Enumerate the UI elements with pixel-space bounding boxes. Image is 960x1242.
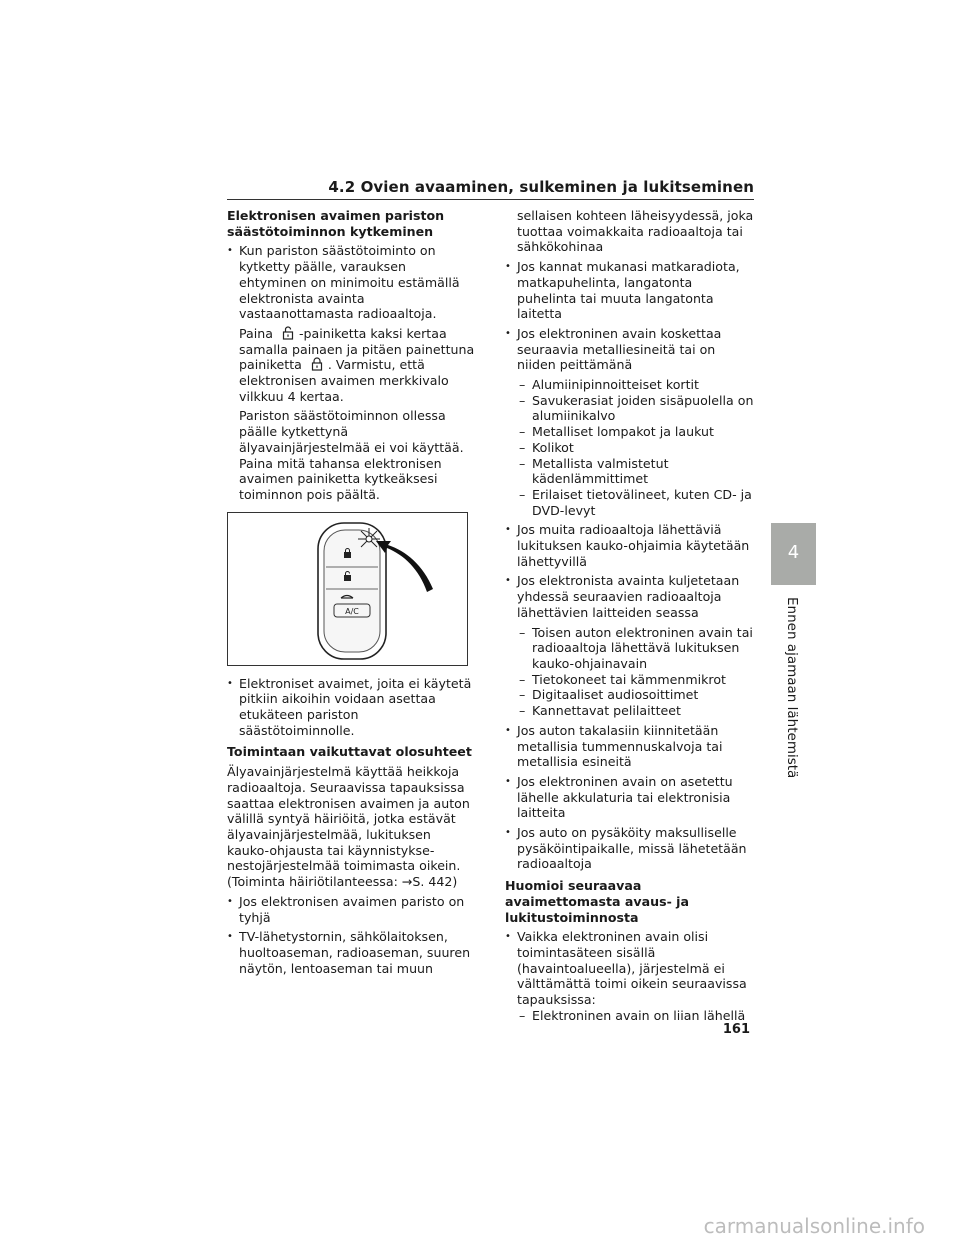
list-item: – Elektroninen avain on liian lähellä [519,1008,755,1024]
bullet-long-storage: • Elektroniset avaimet, joita ei käytetä pitkiin aikoihin voidaan asettaa etukäteen pariston säästötoiminnolle. [227,676,475,739]
bullet-other-remotes: • Jos muita radioaaltoja lähettäviä lukituksen kauko-ohjaimia käytetään lähettyvillä [505,522,755,569]
instruction-paragraph [239,326,475,405]
list-item: – Kolikot [519,440,755,456]
heading-keyless-note: Huomioi seuraavaa avaimettomasta avaus- ja lukitustoiminnosta [505,878,689,925]
bullet-metal-objects [505,326,755,373]
key-fob-drawing [228,513,467,665]
bullet-text: • Kun pariston säästötoiminto on kytketty päälle, varauksen ehtyminen on minimoitu estämällä elektronista avainta vastaanottamasta radioaaltoja. [239,243,460,322]
bullet-window-tint: • Jos auton takalasiin kiinnitetään metallisia tummennuskalvoja tai metallisia esineitä [505,723,755,770]
list-item: – Metalliset lompakot ja laukut [519,424,755,440]
chapter-side-label: Ennen ajamaan lähtemistä [784,597,800,779]
ac-button-label: A/C [345,606,359,616]
bullet-parking: • Jos auto on pysäköity maksulliselle pysäköintipaikalle, missä lähetetään radioaaltoja [505,825,755,872]
bullet-battery-empty: • Jos elektronisen avaimen paristo on tyhjä [227,894,475,925]
lock-icon [306,357,328,371]
running-header [227,178,754,200]
instruction-text-b: -painiketta kaksi kertaa samalla painaen ja pitäen painettuna painiketta [239,325,475,373]
side-label [784,597,804,779]
metal-objects-list [519,377,755,518]
bullet-charger: • Jos elektroninen avain on asetettu lähelle akkulaturia tai elektronisia laitteita [505,774,755,821]
watermark: carmanualsonline.info [703,1214,925,1238]
continued-text: sellaisen kohteen läheisyydessä, joka tuottaa voimakkaita radioaaltoja tai sähkökohinaa [517,208,754,255]
unlock-icon [277,326,299,340]
list-item: – Savukerasiat joiden sisäpuolella on alumiinikalvo [519,393,755,424]
key-fob-illustration [227,512,468,666]
list-item: – Alumiinipinnoitteiset kortit [519,377,755,393]
chapter-number: 4 [787,542,800,563]
heading-conditions: Toimintaan vaikuttavat olosuhteet [227,744,472,760]
transmitting-devices-list [519,625,755,719]
list-item: – Metallista valmistetut kädenlämmittimet [519,456,755,487]
conditions-paragraph: Älyavainjärjestelmä käyttää heikkoja radioaaltoja. Seuraavissa tapauksissa saattaa elektronisen avaimen ja auton välillä syntyä häiriöitä, jotka estävät älyavainjärjestelmää, lukituksen kauko-ohjausta tai käynnistykse-nestojärjestelmää toimimasta oikein. (Toiminta häiriötilanteessa: →S. 442) [227,764,470,890]
chapter-tab [771,523,816,585]
heading-battery-save: Elektronisen avaimen pariston säästötoiminnon kytkeminen [227,208,445,239]
bullet-carried-together: • Jos elektronista avainta kuljetetaan yhdessä seuraavien radioaaltoja lähettävien laitteiden seassa [505,573,755,620]
battery-save-note: Pariston säästötoiminnon ollessa päälle kytkettynä älyavainjärjestelmää ei voi käyttää. Paina mitä tahansa elektronisen avaimen painiketta kytkeäksesi toiminnon pois päältä. [239,408,464,502]
bullet-radio-devices: • Jos kannat mukanasi matkaradiota, matkapuhelinta, langatonta puhelinta tai muuta langatonta laitetta [505,259,755,322]
list-item: – Digitaaliset audiosoittimet [519,687,755,703]
press-arrow-icon [376,541,433,592]
right-column [505,208,755,1027]
left-column [227,208,475,980]
instruction-text-a: Paina [239,325,273,341]
chapter-title: 4.2 Ovien avaaminen, sulkeminen ja lukitseminen [328,178,754,196]
header-rule [227,199,754,200]
bullet-in-range: • Vaikka elektroninen avain olisi toimintasäteen sisällä (havaintoalueella), järjestelmä ei välttämättä toimi oikein seuraavissa tapauksissa: [505,929,755,1008]
list-item: – Kannettavat pelilaitteet [519,703,755,719]
bullet-tv-tower: • TV-lähetystornin, sähkölaitoksen, huoltoaseman, radioaseman, suuren näytön, lentoaseman tai muun [227,929,475,976]
bullet-battery-save [227,243,475,502]
page-number: 161 [722,1022,750,1037]
bullet-text: • Jos elektroninen avain koskettaa seuraavia metalliesineitä tai on niiden peittämänä [517,325,722,373]
list-item: – Tietokoneet tai kämmenmikrot [519,672,755,688]
list-item: – Toisen auton elektroninen avain tai radioaaltoja lähettävä lukituksen kauko-ohjainavain [519,625,755,672]
list-item: – Erilaiset tietovälineet, kuten CD- ja DVD-levyt [519,487,755,518]
instruction-text-c: . Varmistu, että elektronisen avaimen merkkivalo vilkkuu 4 kertaa. [239,357,449,404]
in-range-list [519,1008,755,1024]
